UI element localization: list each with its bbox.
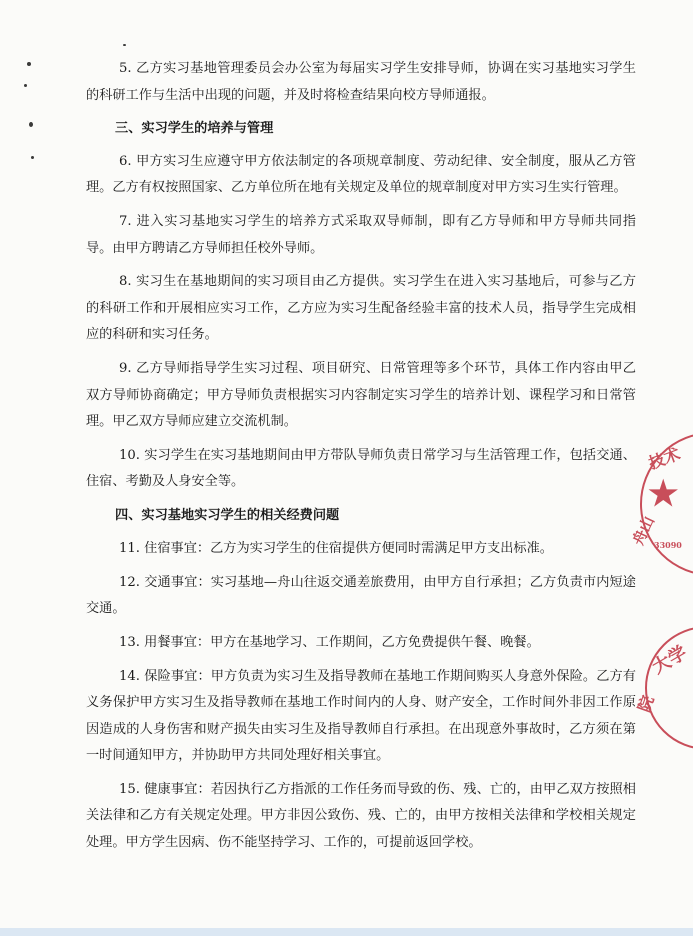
- seal-side-text: 院: [634, 693, 658, 715]
- seal-name-text: 大学: [648, 642, 691, 679]
- scan-speck: [123, 44, 126, 46]
- seal-number-text: 33090: [654, 540, 682, 550]
- clause-7: 7. 进入实习基地实习学生的培养方式采取双导师制，即有乙方导师和甲方导师共同指导。由甲方聘请乙方导师担任校外导师。: [86, 214, 636, 256]
- company-seal: [628, 432, 693, 576]
- viewer-bottom-edge: [0, 928, 693, 936]
- scan-speck: [24, 84, 27, 87]
- section-heading-4: 四、实习基地实习学生的相关经费问题: [115, 508, 340, 524]
- clause-14: 14. 保险事宜：甲方负责为实习生及指导教师在基地工作期间购买人身意外保险。乙方有义务保护甲方实习生及指导教师在基地工作时间内的人身、财产安全，工作时间外非因工作原因造成的人身伤害和财产损失由实习生及指导教师自行承担。在出现意外事故时，乙方须在第一时间通知甲方，并协助甲方共同处理好相关事宜。: [86, 668, 636, 764]
- clause-9: 9. 乙方导师指导学生实习过程、项目研究、日常管理等多个环节，具体工作内容由甲乙双方导师协商确定；甲方导师负责根据实习内容制定实习学生的培养计划、课程学习和日常管理。甲乙双方导师应建立交流机制。: [86, 361, 636, 430]
- scan-speck: [27, 62, 31, 66]
- clause-11: 11. 住宿事宜：乙方为实习学生的住宿提供方便同时需满足甲方支出标准。: [119, 540, 553, 556]
- scan-speck: [29, 122, 33, 127]
- document-body: [86, 56, 636, 864]
- clause-6: 6. 甲方实习生应遵守甲方依法制定的各项规章制度、劳动纪律、安全制度，服从乙方管理。乙方有权按照国家、乙方单位所在地有关规定及单位的规章制度对甲方实习生实行管理。: [86, 153, 636, 196]
- clause-12: 12. 交通事宜：实习基地—舟山往返交通差旅费用，由甲方自行承担；乙方负责市内短途交通。: [86, 574, 636, 617]
- section-heading-3: 三、实习学生的培养与管理: [115, 121, 274, 137]
- seal-name-text: 技术: [646, 444, 683, 473]
- clause-13: 13. 用餐事宜：甲方在基地学习、工作期间，乙方免费提供午餐、晚餐。: [119, 634, 540, 650]
- clause-15: 15. 健康事宜：若因执行乙方指派的工作任务而导致的伤、残、亡的，由甲乙双方按照相关法律和乙方有关规定处理。甲方非因公致伤、残、亡的，由甲方按相关法律和学校相关规定处理。甲方学生因病、伤不能坚持学习、工作的，可提前返回学校。: [86, 781, 636, 850]
- clause-10: 10. 实习学生在实习基地期间由甲方带队导师负责日常学习与生活管理工作，包括交通、住宿、考勤及人身安全等。: [86, 447, 636, 490]
- clause-8: 8. 实习生在基地期间的实习项目由乙方提供。实习学生在进入实习基地后，可参与乙方的科研工作和开展相应实习工作，乙方应为实习生配备经验丰富的技术人员，指导学生完成相应的科研和实习任务。: [86, 274, 636, 343]
- scan-speck: [31, 156, 34, 159]
- clause-5: 5. 乙方实习基地管理委员会办公室为每届实习学生安排导师，协调在实习基地实习学生的科研工作与生活中出现的问题，并及时将检查结果向校方导师通报。: [86, 61, 636, 103]
- seal-city-text: 舟山: [628, 513, 658, 549]
- seal-star-icon: ★: [648, 474, 679, 514]
- university-seal: [634, 626, 693, 750]
